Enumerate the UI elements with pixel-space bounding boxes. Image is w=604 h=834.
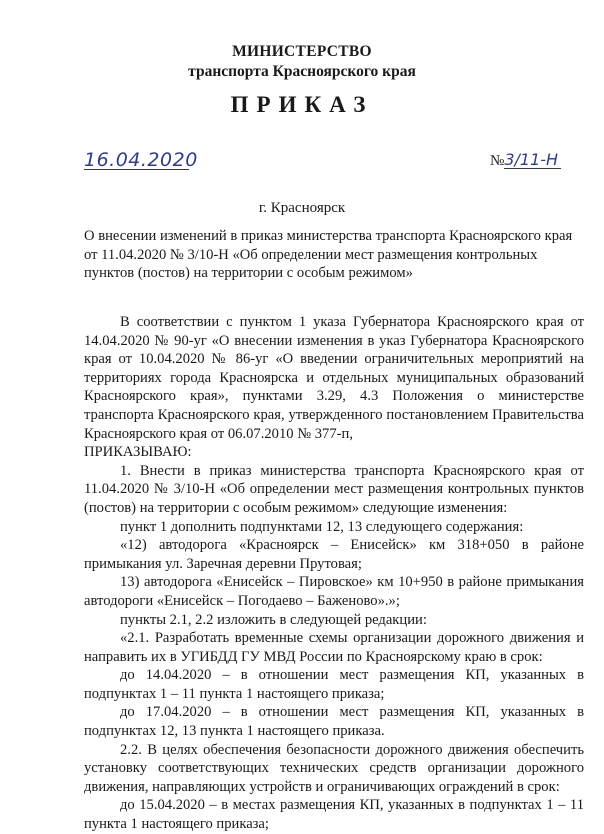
subitem-13: 13) автодорога «Енисейск – Пировское» км 10+950 в районе примыкания автодороги «Енисейск – Погодаево – Баженово».»;	[84, 574, 584, 609]
order-body	[84, 313, 584, 834]
deadline-14-04: до 14.04.2020 – в отношении мест размещения КП, указанных в подпунктах 1 – 11 пункта 1 настоящего приказа;	[84, 667, 584, 702]
subitem-12: «12) автодорога «Красноярск – Енисейск» км 318+050 в районе примыкания ул. Заречная деревни Прутовая;	[84, 537, 584, 572]
paragraph-item-1: 1. Внести в приказ министерства транспорта Красноярского края от 11.04.2020 № 3/10-Н «Об определении мест размещения контрольных пунктов (постов) на территории с особым режимом» следующие изменения:	[84, 462, 584, 516]
handwritten-date: 16.04.2020	[84, 149, 198, 171]
ministry-title: МИНИСТЕРСТВО	[232, 43, 372, 60]
order-command: ПРИКАЗЫВАЮ:	[84, 444, 192, 461]
city-name: г. Красноярск	[258, 200, 346, 216]
handwritten-number: 3/11-Н	[504, 152, 561, 169]
paragraph-add-subitems: пункт 1 дополнить подпунктами 12, 13 следующего содержания:	[120, 518, 524, 535]
deadline-17-04: до 17.04.2020 – в отношении мест размещения КП, указанных в подпунктах 12, 13 пункта 1 настоящего приказа.	[84, 704, 584, 740]
preamble-paragraph: В соответствии с пунктом 1 указа Губернатора Красноярского края от 14.04.2020 № 90-уг «О внесении изменения в указ Губернатора Красноярского края от 10.04.2020 № 86-уг «О введении ограничительных мероприятий на территориях города Красноярска и отдельных муниципальных образований Красноярского края», пунктами 3.29, 4.3 Положения о министерстве транспорта Красноярского края, утвержденного постановлением Правительства Красноярского края от 06.07.2010 № 377-п,	[84, 314, 584, 442]
number-sign: №	[490, 153, 505, 169]
order-subject: О внесении изменений в приказ министерства транспорта Красноярского края от 11.04.2020 № 3/10-Н «Об определении мест размещения контрольных пунктов (постов) на территории с особым режимом»	[84, 228, 573, 282]
paragraph-items-2-1-2-2: пункты 2.1, 2.2 изложить в следующей редакции:	[120, 611, 427, 628]
document-type-heading: ПРИКАЗ	[230, 92, 374, 117]
item-2-1: «2.1. Разработать временные схемы организации дорожного движения и направить их в УГИБДД ГУ МВД России по Красноярскому краю в срок:	[84, 630, 584, 665]
deadline-15-04: до 15.04.2020 – в местах размещения КП, указанных в подпунктах 1 – 11 пункта 1 настоящего приказа;	[84, 797, 584, 833]
order-number	[490, 152, 561, 170]
item-2-2: 2.2. В целях обеспечения безопасности дорожного движения обеспечить установку соответствующих технических средств организации дорожного движения, направляющих устройств и ограничивающих ограждений в срок:	[84, 741, 584, 795]
ministry-subtitle: транспорта Красноярского края	[188, 63, 416, 80]
